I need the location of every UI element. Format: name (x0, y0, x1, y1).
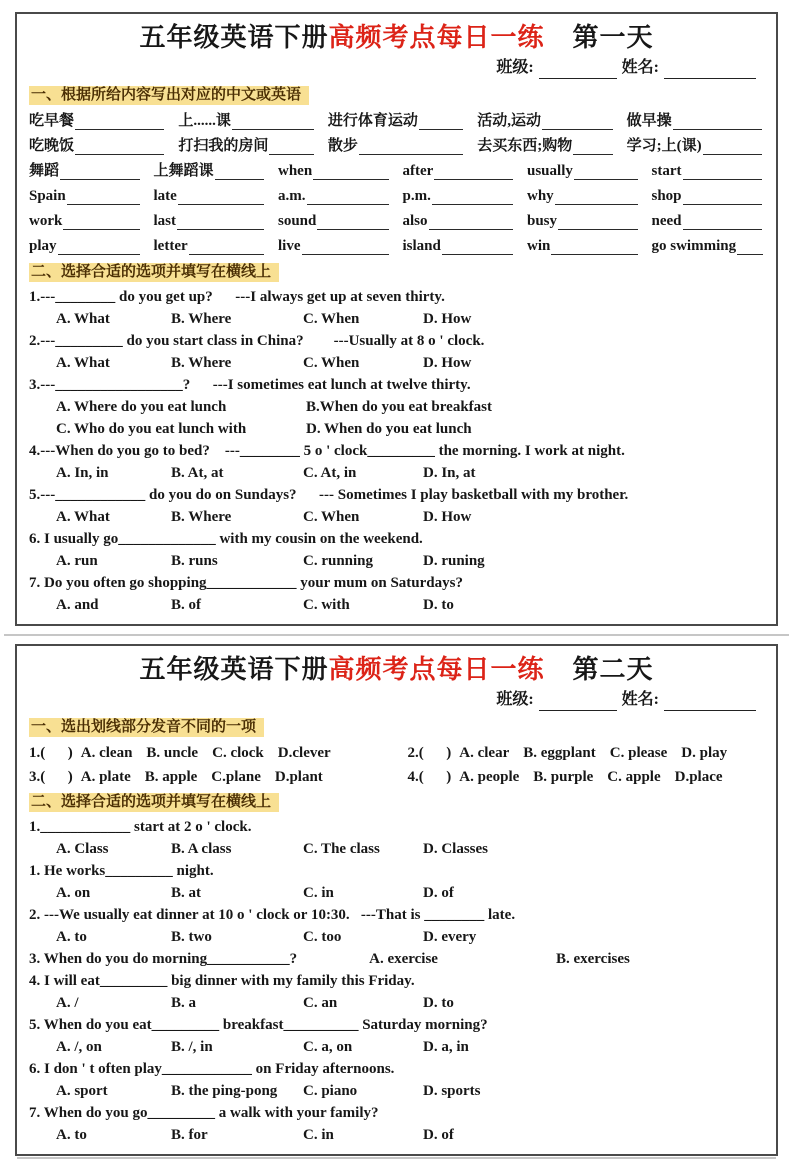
phonics-answer-bracket[interactable]: 2.( ) (407, 745, 452, 761)
vocab-item (29, 109, 166, 134)
vocab-item (29, 159, 142, 184)
answer-blank[interactable] (232, 109, 314, 130)
options-row (56, 1036, 764, 1058)
answer-blank[interactable] (215, 159, 264, 180)
option-item: A. exercise (369, 951, 438, 967)
page2-title (29, 654, 764, 686)
option-item: D. of (423, 885, 454, 901)
question (29, 440, 764, 484)
question-stem: 6. I usually go_____________ with my cousin on the weekend. (29, 531, 423, 547)
vocab-item (154, 184, 267, 209)
question-stem: 1.---________ do you get up? ---I always get up at seven thirty. (29, 289, 445, 305)
vocab-label: island (402, 238, 441, 254)
phonics-question (29, 765, 408, 789)
option-item: B. A class (171, 841, 232, 857)
option-item: A. to (56, 1127, 87, 1143)
page2-title-day: 第二天 (572, 655, 654, 684)
option-item: A. What (56, 311, 110, 327)
page1-title-highlight: 高频考点每日一练 (328, 23, 545, 52)
vocab-label: busy (527, 213, 558, 229)
answer-blank[interactable] (673, 109, 762, 130)
question-stem: 3.---_________________? ---I sometimes eat lunch at twelve thirty. (29, 377, 471, 393)
option-item: B. the ping-pong (171, 1083, 278, 1099)
option-item: A. on (56, 885, 91, 901)
option-item: C. Who do you eat lunch with (56, 421, 247, 437)
question-stem: 5.---____________ do you do on Sundays? --- Sometimes I play basketball with my brother. (29, 487, 629, 503)
answer-blank[interactable] (434, 159, 513, 180)
vocab-item (627, 134, 764, 159)
question-stem: 4. I will eat_________ big dinner with my family this Friday. (29, 973, 415, 989)
page1-vocab-list (29, 109, 764, 259)
option-item: B. /, in (171, 1039, 213, 1055)
option-item: C. an (303, 995, 338, 1011)
vocab-label: 进行体育运动 (327, 113, 418, 129)
option-item: C. At, in (303, 465, 357, 481)
vocab-label: sound (278, 213, 317, 229)
vocab-label: 吃晚饭 (29, 138, 75, 154)
answer-blank[interactable] (313, 159, 388, 180)
option-item: D. How (423, 355, 472, 371)
vocab-label: usually (527, 163, 573, 179)
phonics-question (29, 741, 408, 765)
option-item: A. Where do you eat lunch (56, 399, 227, 415)
vocab-item (403, 159, 516, 184)
vocab-label: 打扫我的房间 (178, 138, 269, 154)
answer-blank[interactable] (60, 159, 139, 180)
vocab-label: a.m. (278, 188, 306, 204)
page2-phonics-list (29, 741, 764, 789)
question (29, 860, 764, 904)
option-item: A. and (56, 597, 99, 613)
vocab-label: need (651, 213, 682, 229)
vocab-label: go swimming (651, 238, 737, 254)
answer-blank[interactable] (737, 234, 763, 255)
question (29, 970, 764, 1014)
option-item: D. to (423, 995, 454, 1011)
question-stem: 7. Do you often go shopping____________ your mum on Saturdays? (29, 575, 463, 591)
answer-blank[interactable] (551, 234, 637, 255)
options-row (56, 882, 764, 904)
vocab-item (178, 109, 315, 134)
option-item: B. purple (533, 769, 594, 785)
option-item: C. apple (607, 769, 661, 785)
option-item: D. Classes (423, 841, 489, 857)
page2-questions (29, 816, 764, 1146)
options-row (56, 1080, 764, 1102)
option-item: B. for (171, 1127, 208, 1143)
vocab-item (527, 184, 640, 209)
answer-blank[interactable] (419, 109, 463, 130)
page1-title-day: 第一天 (572, 23, 654, 52)
phonics-row (29, 741, 764, 765)
vocab-row (29, 134, 764, 159)
option-item: A. sport (56, 1083, 108, 1099)
vocab-item (278, 159, 391, 184)
vocab-label: after (402, 163, 434, 179)
vocab-item (278, 234, 391, 259)
page1-title (29, 22, 764, 54)
option-item: B. runs (171, 553, 218, 569)
options-row (56, 396, 764, 440)
vocab-label: when (278, 163, 313, 179)
name-label: 姓名: (621, 59, 659, 76)
answer-blank[interactable] (429, 209, 513, 230)
options-row (56, 992, 764, 1014)
option-item: B. of (171, 597, 201, 613)
page1-section1-heading (29, 84, 764, 106)
option-item: B. Where (171, 311, 232, 327)
phonics-question (408, 765, 737, 789)
answer-blank[interactable] (573, 134, 612, 155)
answer-blank[interactable] (542, 109, 613, 130)
option-item: D.place (674, 769, 723, 785)
vocab-item (29, 234, 142, 259)
vocab-label: start (651, 163, 682, 179)
page2-id-line (29, 689, 756, 711)
option-item: C. in (303, 885, 334, 901)
page2-title-course: 五年级英语下册 (139, 655, 329, 684)
option-item: C. When (303, 311, 360, 327)
vocab-label: letter (153, 238, 188, 254)
vocab-label: play (29, 238, 57, 254)
vocab-label: 上......课 (178, 113, 231, 129)
option-item: D.clever (277, 745, 331, 761)
options-row (56, 352, 764, 374)
name-label: 姓名: (621, 691, 659, 708)
question (29, 286, 764, 330)
option-item: A. What (56, 355, 110, 371)
phonics-answer-bracket[interactable]: 1.( ) (29, 745, 73, 761)
option-item: A. Class (56, 841, 109, 857)
option-item: A. run (56, 553, 98, 569)
vocab-item (328, 134, 465, 159)
answer-blank[interactable] (75, 109, 164, 130)
phonics-answer-bracket[interactable]: 3.( ) (29, 769, 73, 785)
phonics-question (408, 741, 742, 765)
option-item: B. apple (144, 769, 198, 785)
options-row (56, 594, 764, 616)
answer-blank[interactable] (317, 209, 388, 230)
vocab-item (477, 134, 614, 159)
vocab-label: 舞蹈 (29, 163, 60, 179)
answer-blank[interactable] (703, 134, 762, 155)
vocab-label: late (153, 188, 177, 204)
option-item: B. Where (171, 355, 232, 371)
option-item: A. /, on (56, 1039, 102, 1055)
option-item: B. Where (171, 509, 232, 525)
question (29, 816, 764, 860)
question-stem: 2. ---We usually eat dinner at 10 o ' clock or 10:30. ---That is ________ late. (29, 907, 516, 923)
answer-blank[interactable] (683, 184, 762, 205)
option-item: D. to (423, 597, 454, 613)
page-day2 (15, 644, 778, 1156)
option-item: C. When (303, 355, 360, 371)
vocab-row (29, 209, 764, 234)
section-heading-text: 二、选择合适的选项并填写在横线上 (29, 793, 279, 812)
phonics-answer-bracket[interactable]: 4.( ) (407, 769, 452, 785)
options-row (56, 926, 764, 948)
question-stem: 2.---_________ do you start class in China? ---Usually at 8 o ' clock. (29, 333, 485, 349)
vocab-item (29, 184, 142, 209)
answer-blank[interactable] (269, 134, 313, 155)
option-item: C. When (303, 509, 360, 525)
options-row (56, 506, 764, 528)
class-blank[interactable] (539, 693, 617, 711)
vocab-label: 学习;上(课) (626, 138, 702, 154)
option-item: D. play (681, 745, 728, 761)
vocab-label: why (527, 188, 554, 204)
option-item: C. a, on (303, 1039, 353, 1055)
answer-blank[interactable] (75, 134, 164, 155)
question (29, 1102, 764, 1146)
answer-blank[interactable] (58, 234, 140, 255)
option-item: A. clear (459, 745, 510, 761)
question-stem: 1.____________ start at 2 o ' clock. (29, 819, 252, 835)
options-row (56, 550, 764, 572)
option-item: D. How (423, 311, 472, 327)
vocab-label: Spain (29, 188, 66, 204)
section-heading-text: 一、选出划线部分发音不同的一项 (29, 718, 264, 737)
option-item: A. clean (80, 745, 133, 761)
option-item: A. In, in (56, 465, 109, 481)
vocab-label: live (278, 238, 301, 254)
option-item: B. uncle (146, 745, 199, 761)
option-item: D. How (423, 509, 472, 525)
answer-blank[interactable] (432, 184, 513, 205)
vocab-label: win (527, 238, 551, 254)
option-item: C. in (303, 1127, 334, 1143)
question (29, 484, 764, 528)
phonics-row (29, 765, 764, 789)
option-item: A. What (56, 509, 110, 525)
answer-blank[interactable] (189, 234, 264, 255)
vocab-item (403, 234, 516, 259)
option-item: D. a, in (423, 1039, 469, 1055)
name-blank[interactable] (664, 61, 756, 79)
option-item: B.When do you eat breakfast (306, 399, 492, 415)
question (29, 330, 764, 374)
vocab-label: 做早操 (626, 113, 672, 129)
page2-section1-heading (29, 716, 764, 738)
vocab-label: work (29, 213, 63, 229)
options-row (56, 308, 764, 330)
question-stem: 1. He works_________ night. (29, 863, 214, 879)
vocab-row (29, 109, 764, 134)
option-item: B. eggplant (523, 745, 596, 761)
question-stem: 5. When do you eat_________ breakfast__________ Saturday morning? (29, 1017, 488, 1033)
section-heading-text: 二、选择合适的选项并填写在横线上 (29, 263, 279, 282)
answer-blank[interactable] (683, 209, 763, 230)
answer-blank[interactable] (177, 209, 264, 230)
vocab-label: 去买东西;购物 (477, 138, 573, 154)
vocab-item (403, 184, 516, 209)
vocab-item (652, 159, 765, 184)
vocab-label: p.m. (402, 188, 431, 204)
option-item: A. / (56, 995, 79, 1011)
options-row (56, 838, 764, 860)
option-item: C.plane (211, 769, 261, 785)
answer-blank[interactable] (302, 234, 389, 255)
question (29, 1014, 764, 1058)
option-item: B. two (171, 929, 212, 945)
page-separator (4, 626, 789, 644)
vocab-row (29, 184, 764, 209)
option-item: D. runing (423, 553, 485, 569)
option-item: B. a (171, 995, 197, 1011)
option-item: B. At, at (171, 465, 224, 481)
answer-blank[interactable] (67, 184, 140, 205)
vocab-item (29, 209, 142, 234)
vocab-item (527, 234, 640, 259)
page2-title-highlight: 高频考点每日一练 (328, 655, 545, 684)
options-row (56, 462, 764, 484)
vocab-item (477, 109, 614, 134)
vocab-item (29, 134, 166, 159)
vocab-item (278, 184, 391, 209)
vocab-item (403, 209, 516, 234)
vocab-row (29, 159, 764, 184)
vocab-item (178, 134, 315, 159)
option-item: D. sports (423, 1083, 481, 1099)
vocab-item (652, 234, 765, 259)
vocab-item (652, 209, 765, 234)
vocab-item (527, 209, 640, 234)
page1-id-line (29, 57, 756, 79)
option-item: D. every (423, 929, 477, 945)
question-stem: 4.---When do you go to bed? ---________ 5 o ' clock_________ the morning. I work at night. (29, 443, 625, 459)
vocab-label: 活动,运动 (477, 113, 541, 129)
question-stem: 3. When do you do morning___________? (29, 951, 298, 967)
vocab-item (627, 109, 764, 134)
option-item: D. of (423, 1127, 454, 1143)
vocab-item (527, 159, 640, 184)
vocab-label: also (402, 213, 428, 229)
option-item: C. The class (303, 841, 380, 857)
answer-blank[interactable] (307, 184, 389, 205)
question-stem: 6. I don ' t often play____________ on Friday afternoons. (29, 1061, 395, 1077)
question (29, 948, 764, 970)
option-item: C. please (609, 745, 668, 761)
option-item: D.plant (274, 769, 323, 785)
option-item: B. at (171, 885, 201, 901)
option-item: A. plate (80, 769, 131, 785)
name-blank[interactable] (664, 693, 756, 711)
question (29, 374, 764, 440)
option-item: C. clock (212, 745, 264, 761)
answer-blank[interactable] (63, 209, 139, 230)
vocab-label: 上舞蹈课 (153, 163, 214, 179)
answer-blank[interactable] (555, 184, 638, 205)
option-item: C. piano (303, 1083, 358, 1099)
page1-title-course: 五年级英语下册 (139, 23, 329, 52)
class-label: 班级: (496, 691, 534, 708)
options-row (56, 1124, 764, 1146)
answer-blank[interactable] (683, 159, 763, 180)
section-heading-text: 一、根据所给内容写出对应的中文或英语 (29, 86, 309, 105)
answer-blank[interactable] (359, 134, 463, 155)
option-item: D. When do you eat lunch (306, 421, 472, 437)
question (29, 528, 764, 572)
vocab-item (154, 234, 267, 259)
option-item: C. with (303, 597, 350, 613)
option-item: C. running (303, 553, 374, 569)
answer-blank[interactable] (178, 184, 264, 205)
option-item: B. exercises (555, 951, 630, 967)
vocab-row (29, 234, 764, 259)
question (29, 1058, 764, 1102)
vocab-label: 散步 (327, 138, 358, 154)
page2-section2-heading (29, 791, 764, 813)
class-blank[interactable] (539, 61, 617, 79)
class-label: 班级: (496, 59, 534, 76)
vocab-item (154, 209, 267, 234)
option-item: C. too (303, 929, 342, 945)
vocab-label: shop (651, 188, 682, 204)
question-stem: 7. When do you go_________ a walk with your family? (29, 1105, 379, 1121)
question (29, 904, 764, 948)
option-item: D. In, at (423, 465, 476, 481)
option-item: A. to (56, 929, 87, 945)
question (29, 572, 764, 616)
answer-blank[interactable] (442, 234, 513, 255)
vocab-label: 吃早餐 (29, 113, 75, 129)
vocab-label: last (153, 213, 176, 229)
page1-questions (29, 286, 764, 616)
answer-blank[interactable] (574, 159, 638, 180)
vocab-item (278, 209, 391, 234)
answer-blank[interactable] (558, 209, 637, 230)
page1-section2-heading (29, 261, 764, 283)
page-day1 (15, 12, 778, 626)
option-item: A. people (459, 769, 520, 785)
page-separator-line (4, 634, 789, 636)
vocab-item (652, 184, 765, 209)
vocab-item (328, 109, 465, 134)
vocab-item (154, 159, 267, 184)
